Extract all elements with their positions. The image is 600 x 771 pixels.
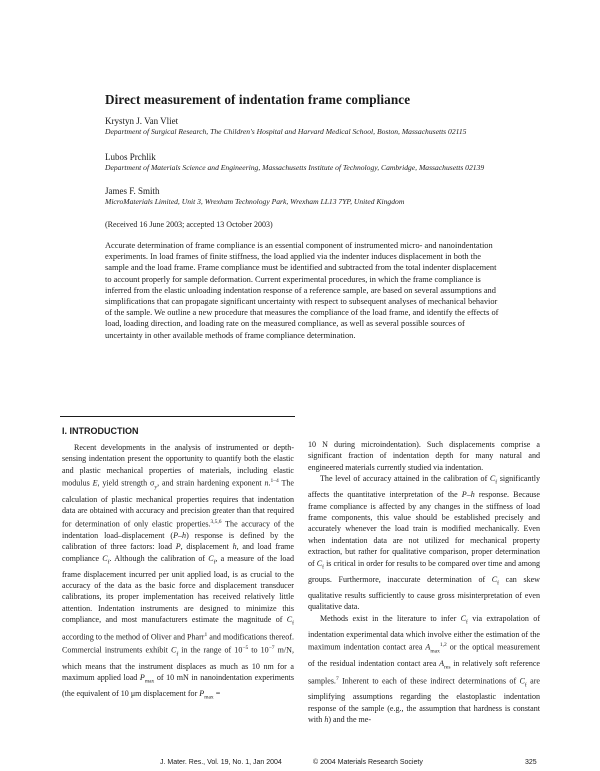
abstract: Accurate determination of frame compliance is an essential component of instrumented micro- and nanoindentation experiments. In load frames of finite stiffness, the load applied via the indenter induces displacement in both the sample and the load frame. Frame compliance must be identified and subtracted from the total indenter displacement to account properly for sample deformation. Current experimental procedures, in which the frame compliance is inferred from the elastic unloading indentation response of a reference sample, are based on several assumptions and simplifications that can propagate significant uncertainty with respect to subsequent analyses of mechanical behavior of the sample. We outline a new procedure that measures the compliance of the load frame, and identify the effects of load, loading direction, and loading rate on the measured compliance, as well as several possible sources of uncertainty in other available methods of frame compliance determination. [105,241,499,340]
author-affiliation: Department of Surgical Research, The Children's Hospital and Harvard Medical School, Boston, Massachusetts 02115 [105,127,467,136]
journal-citation: J. Mater. Res., Vol. 19, No. 1, Jan 2004 [160,759,282,766]
section-rule [60,416,295,417]
section-heading: I. INTRODUCTION [62,426,139,436]
author-affiliation: MicroMaterials Limited, Unit 3, Wrexham Technology Park, Wrexham LL13 7YP, United Kingdom [105,197,405,206]
received-dates: (Received 16 June 2003; accepted 13 October 2003) [105,220,273,229]
body-paragraph: Recent developments in the analysis of instrumented or depth-sensing indentation present the opportunity to quantify both the elastic and plastic mechanical properties of materials, including elastic modulus E, yield strength $\sigma_y$, and strain hardening exponent n.$^{1-4}$ The calculation of plastic mechanical properties requires that indentation data are obtained with accuracy and precision greater than that required for determination of only elastic properties.$^{3,5,6}$ The accuracy of the indentation load–displacement (P–h) response is defined by the calibration of three factors: load P, displacement h, and load frame compliance $C_f$. Although the calibration of $C_f$, a measure of the load frame displacement incurred per unit applied load, is as crucial to the accuracy of the data as the basic force and displacement transducer calibrations, its proper implementation has received relatively little attention. Indentation instruments are designed to minimize this compliance, and most manufacturers estimate the magnitude of $C_f$ according to the method of Oliver and Pharr$^1$ and modifications thereof. Commercial instruments exhibit $C_f$ in the range of $10^{-5}$ to $10^{-7}$ m/N, which means that the instrument displaces as much as 10 nm for a maximum applied load $P_{max}$ of 10 mN in nanoindentation experiments (the equivalent of 10 μm displacement for $P_{max}$ = [62,443,295,702]
copyright-notice: © 2004 Materials Research Society [313,759,423,766]
body-paragraph: 10 N during microindentation). Such displacements comprise a significant fraction of indentation depth for many natural and engineered materials currently studied via indentation. [308,440,540,472]
author-name: Lubos Prchlik [105,152,156,162]
body-column-right [308,439,540,726]
author-name: James F. Smith [105,186,160,196]
page-number: 325 [525,759,537,766]
body-paragraph: The level of accuracy attained in the calibration of $C_f$ significantly affects the quantitative interpretation of the P–h response. Because frame compliance is affected by any changes in the stiffness of load frame components, this value should be established precisely and accurately whenever the load train is modified mechanically. Even when indentation data are not utilized for mechanical property extraction, but rather for qualitative comparison, proper determination of $C_f$ is critical in order for results to be compared over time and among groups. Furthermore, inaccurate determination of $C_f$ can skew qualitative results sufficiently to cause gross misinterpretation of even qualitative data. [308,474,540,612]
author-name: Krystyn J. Van Vliet [105,116,179,126]
body-paragraph: Methods exist in the literature to infer $C_f$ via extrapolation of indentation experimental data which involve either the estimation of the maximum indentation contact area $A_{max}^{1,2}$ or the optical measurement of the residual indentation contact area $A_{res}$ in relatively soft reference samples.$^7$ Inherent to each of these indirect determinations of $C_f$ are simplifying assumptions regarding the elastoplastic indentation response of the sample (e.g., the assumption that hardness is constant with h) and the me- [308,613,541,725]
body-column-left [62,442,294,704]
author-affiliation: Department of Materials Science and Engineering, Massachusetts Institute of Technology, Cambridge, Massachusetts 02139 [105,163,485,172]
paper-title: Direct measurement of indentation frame compliance [105,92,411,107]
